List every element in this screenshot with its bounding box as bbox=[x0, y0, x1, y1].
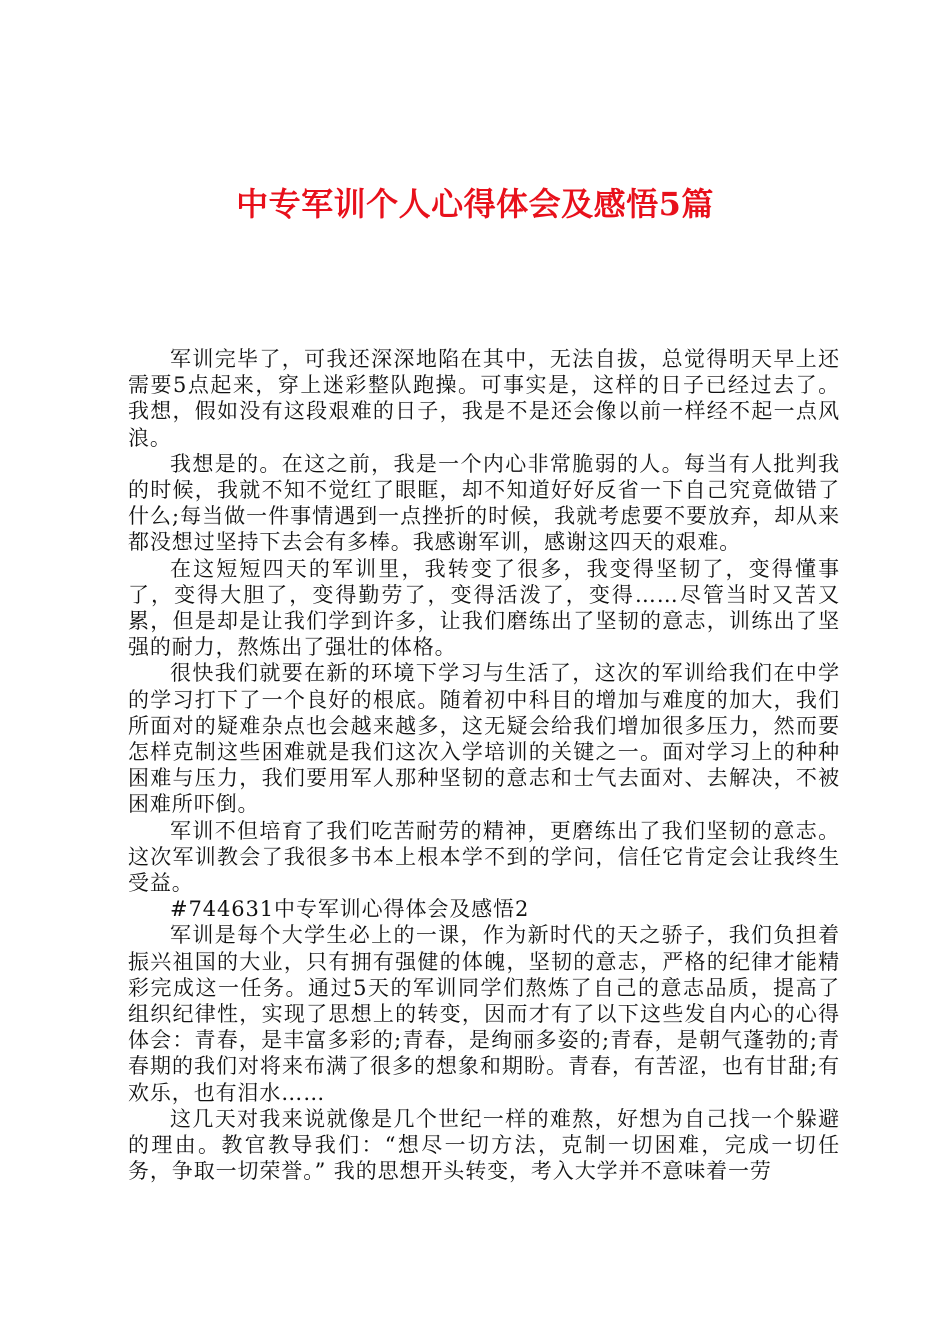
paragraph: 这几天对我来说就像是几个世纪一样的难熬，好想为自己找一个躲避的理由。教官教导我们：“想尽一切方法，克制一切困难，完成一切任务，争取一切荣誉。” 我的思想开头转变，考入大学并不意味着一劳 bbox=[128, 1106, 840, 1184]
paragraph: 军训不但培育了我们吃苦耐劳的精神，更磨练出了我们坚韧的意志。这次军训教会了我很多书本上根本学不到的学问，信任它肯定会让我终生受益。 bbox=[128, 818, 840, 896]
paragraph: 军训完毕了，可我还深深地陷在其中，无法自拔，总觉得明天早上还需要5点起来，穿上迷彩整队跑操。可事实是，这样的日子已经过去了。我想，假如没有这段艰难的日子，我是不是还会像以前一样经不起一点风浪。 bbox=[128, 347, 840, 450]
paragraph: 我想是的。在这之前，我是一个内心非常脆弱的人。每当有人批判我的时候，我就不知不觉红了眼眶，却不知道好好反省一下自己究竟做错了什么;每当做一件事情遇到一点挫折的时候，我就考虑要不要放弃，却从来都没想过坚持下去会有多棒。我感谢军训，感谢这四天的艰难。 bbox=[128, 451, 840, 555]
paragraph: 在这短短四天的军训里，我转变了很多，我变得坚韧了，变得懂事了，变得大胆了，变得勤劳了，变得活泼了，变得……尽管当时又苦又累，但是却是让我们学到许多，让我们磨练出了坚韧的意志，训练出了坚强的耐力，熬炼出了强壮的体格。 bbox=[128, 556, 840, 660]
section-heading: #744631中专军训心得体会及感悟2 bbox=[170, 897, 530, 922]
paragraph: 军训是每个大学生必上的一课，作为新时代的天之骄子，我们负担着振兴祖国的大业，只有拥有强健的体魄，坚韧的意志，严格的纪律才能精彩完成这一任务。通过5天的军训同学们熬炼了自己的意志品质，提高了组织纪律性，实现了思想上的转变，因而才有了以下这些发自内心的心得体会：青春，是丰富多彩的;青春，是绚丽多姿的;青春，是朝气蓬勃的;青春期的我们对将来布满了很多的想象和期盼。青春，有苦涩，也有甘甜;有欢乐，也有泪水…… bbox=[128, 923, 840, 1105]
paragraph: 很快我们就要在新的环境下学习与生活了，这次的军训给我们在中学的学习打下了一个良好的根底。随着初中科目的增加与难度的加大，我们所面对的疑难杂点也会越来越多，这无疑会给我们增加很多压力，然而要怎样克制这些困难就是我们这次入学培训的关键之一。面对学习上的种种困难与压力，我们要用军人那种坚韧的意志和士气去面对、去解决，不被困难所吓倒。 bbox=[128, 661, 840, 817]
document-body bbox=[128, 346, 840, 1185]
document-title: 中专军训个人心得体会及感悟5篇 bbox=[236, 185, 714, 223]
